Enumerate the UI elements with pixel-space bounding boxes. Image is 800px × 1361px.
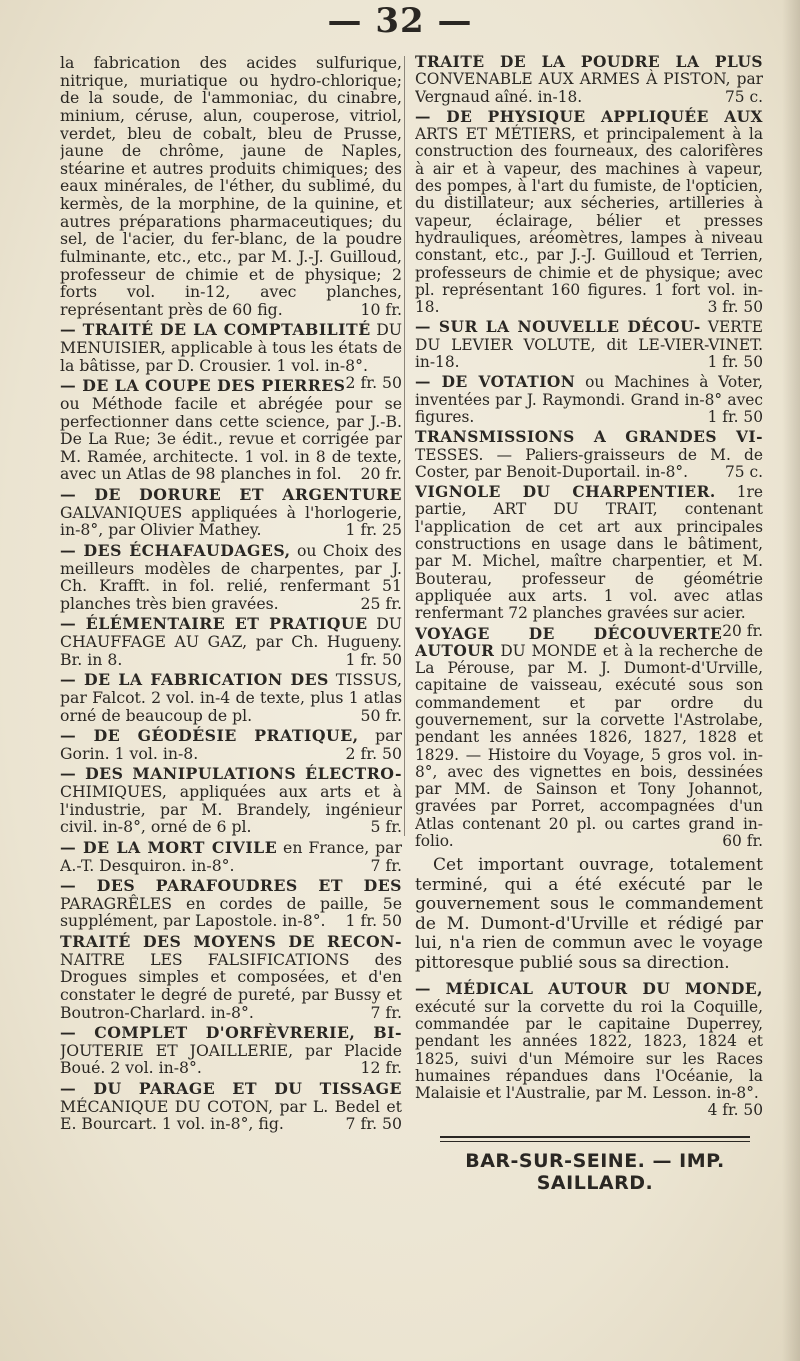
catalog-entry bbox=[415, 54, 763, 106]
entry-title: — TRAITÉ DE LA COMPTABILITÉ bbox=[60, 320, 371, 340]
entry-text: DU CHAUFFAGE AU GAZ, par Ch. Hugueny. Br. in 8. bbox=[60, 614, 402, 669]
entry-text: CONVENABLE AUX ARMES À PISTON, par Vergnaud aîné. in-18. bbox=[415, 70, 763, 106]
entry-price: 2 fr. 50 bbox=[345, 373, 402, 393]
catalog-entry bbox=[60, 54, 402, 318]
entry-price: 25 fr. bbox=[360, 593, 402, 613]
entry-price: 1 fr. 50 bbox=[707, 407, 763, 426]
entry-title: TRAITÉ DES MOYENS DE RECON- bbox=[60, 932, 402, 951]
catalog-entry bbox=[60, 727, 402, 762]
entry-price: 2 fr. 50 bbox=[345, 743, 402, 763]
entry-text: ou Choix des meilleurs modèles de charpentes, par J. Ch. Krafft. in fol. relié, renfermant 51 planches très bien gravées. bbox=[60, 540, 402, 613]
catalog-entry bbox=[60, 877, 402, 930]
entry-text: MÉCANIQUE DU COTON, par L. Bedel et E. Bourcart. 1 vol. in-8°, fig. bbox=[60, 1096, 402, 1134]
entry-price: 1 fr. 50 bbox=[345, 649, 402, 669]
catalog-entry bbox=[60, 1080, 402, 1133]
entry-title: — DE GÉODÉSIE PRATIQUE, bbox=[60, 726, 359, 746]
catalog-entry bbox=[60, 486, 402, 539]
entry-text: la fabrication des acides sulfurique, nitrique, muriatique ou hydro-chlorique; de la soude, de l'ammoniac, du cinabre, minium, céruse, alun, couperose, vitriol, verdet, bleu de cobalt, bleu de Prusse, jaune de chrôme, jaune de Naples, stéarine et autres produits chimiques; des eaux minérales, de l'éther, du sublimé, du kermès, de la morphine, de la quinine, et autres préparations pharmaceutiques; du sel, de l'acier, du fer-blanc, de la poudre fulminante, etc., etc., par M. J.-J. Guilloud, professeur de chimie et de physique; 2 forts vol. in-12, avec planches, représentant près de 60 fig. bbox=[60, 54, 402, 319]
catalog-entry bbox=[415, 483, 763, 640]
entry-price: 50 fr. bbox=[360, 705, 402, 725]
entry-text: CHIMIQUES, appliquées aux arts et à l'industrie, par M. Brandely, ingénieur civil. in-8°, orné de 6 pl. bbox=[60, 782, 402, 837]
entry-text: NAITRE LES FALSIFICATIONS des Drogues simples et composées, et d'en constater le degré de pureté, par Bussy et Boutron-Charlard. in-8°. bbox=[60, 949, 402, 1022]
entry-price: 75 c. bbox=[725, 87, 763, 106]
entry-title: — DE LA FABRICATION DES bbox=[60, 670, 329, 690]
entry-title: — ÉLÉMENTAIRE ET PRATIQUE bbox=[60, 614, 368, 634]
catalog-note: Cet important ouvrage, totalement terminé, qui a été exécuté par le gouvernement sous le commandement de M. Dumont-d'Urville et rédigé par lui, n'a rien de commun avec le voyage pittoresque publié sous sa direction. bbox=[415, 855, 763, 973]
entry-title: — DE VOTATION bbox=[415, 373, 576, 392]
entry-price: 7 fr. bbox=[370, 1002, 402, 1022]
entry-text: par Gorin. 1 vol. in-8. bbox=[60, 726, 402, 763]
entry-text: ARTS ET MÉTIERS, et principalement à la construction des fourneaux, des calorifères à air et à vapeur, des machines à vapeur, des pompes, à l'art du fumiste, de l'opticien, du distillateur; aux sécheries, artilleries à vapeur, éclairage, bélier et presses hydrauliques, aréomètres, lampes à niveau constant, etc., par J.-J. Guilloud et Terrien, professeurs de chimie et de physique; avec pl. représentant 160 figures. 1 fort vol. in-18. bbox=[415, 125, 763, 317]
entry-text: ou Machines à Voter, inventées par J. Raymondi. Grand in-8° avec figures. bbox=[415, 373, 763, 426]
entry-title: — COMPLET D'ORFÈVRERIE, BI- bbox=[60, 1023, 402, 1043]
catalog-entry bbox=[60, 1024, 402, 1077]
catalog-entry bbox=[60, 933, 402, 1021]
entry-price: 12 fr. bbox=[360, 1058, 402, 1078]
catalog-entry bbox=[60, 839, 402, 874]
entry-title: VIGNOLE DU CHARPENTIER. bbox=[415, 483, 716, 502]
entry-price: 7 fr. bbox=[370, 855, 402, 875]
entry-title: — DE PHYSIQUE APPLIQUÉE AUX bbox=[415, 107, 763, 126]
entry-price: 10 fr. bbox=[360, 299, 402, 319]
entry-title: — DE LA MORT CIVILE bbox=[60, 837, 278, 857]
entry-text: en France, par A.-T. Desquiron. in-8°. bbox=[60, 837, 402, 875]
left-column bbox=[60, 54, 402, 1136]
page-number: — 32 — bbox=[327, 1, 473, 41]
entry-title: — DES ÉCHAFAUDAGES, bbox=[60, 540, 291, 560]
entry-title: — DE DORURE ET ARGENTURE bbox=[60, 485, 402, 504]
entry-price: 75 c. bbox=[725, 462, 763, 481]
entry-price: 60 fr. bbox=[722, 832, 763, 851]
catalog-entry bbox=[415, 319, 763, 371]
entry-title: — DU PARAGE ET DU TISSAGE bbox=[60, 1079, 402, 1098]
entry-text: JOUTERIE ET JOAILLERIE, par Placide Boué. 2 vol. in-8°. bbox=[60, 1040, 402, 1078]
footer-rule bbox=[440, 1136, 750, 1142]
catalog-entry bbox=[415, 374, 763, 426]
entry-text: TESSES. — Paliers-graisseurs de M. de Coster, par Benoit-Duportail. in-8°. bbox=[415, 445, 763, 481]
catalog-entry bbox=[60, 765, 402, 836]
entry-text: PARAGRÊLES en cordes de paille, 5e supplément, par Lapostole. in-8°. bbox=[60, 893, 402, 931]
entry-title: TRAITÉ DE LA POUDRE LA PLUS bbox=[415, 54, 763, 71]
entry-title: — DES PARAFOUDRES ET DES bbox=[60, 876, 402, 896]
entry-text: exécuté sur la corvette du roi la Coquille, commandée par le capitaine Duperrey, pendant les années 1822, 1823, 1824 et 1825, suivi d'un Mémoire sur les Races humaines répandues dans l'Océanie, la Malaisie et l'Australie, par M. Lesson. in-8°. bbox=[415, 997, 763, 1103]
entry-text: TISSUS, par Falcot. 2 vol. in-4 de texte, plus 1 atlas orné de beaucoup de pl. bbox=[60, 670, 402, 725]
entry-title: — DES MANIPULATIONS ÉLECTRO- bbox=[60, 764, 402, 784]
entry-price: 1 fr. 50 bbox=[707, 353, 763, 372]
catalog-entry bbox=[415, 980, 763, 1120]
entry-price: 1 fr. 50 bbox=[345, 911, 402, 931]
entry-text: GALVANIQUES appliquées à l'horlogerie, in-8°, par Olivier Mathey. bbox=[60, 502, 402, 540]
entry-price: 7 fr. 50 bbox=[345, 1114, 402, 1134]
entry-price: 20 fr. bbox=[360, 464, 402, 484]
catalog-entry bbox=[60, 542, 402, 613]
page-edge-shadow bbox=[782, 0, 800, 1361]
column-divider bbox=[404, 56, 405, 836]
catalog-entry bbox=[415, 429, 763, 481]
entry-price: 5 fr. bbox=[370, 817, 402, 837]
right-column bbox=[415, 54, 763, 1120]
printer-imprint: BAR-SUR-SEINE. — IMP. SAILLARD. bbox=[465, 1150, 725, 1194]
entry-title: — SUR LA NOUVELLE DÉCOU- bbox=[415, 318, 701, 337]
entry-title: — DE LA COUPE DES PIERRES bbox=[60, 376, 346, 396]
entry-title: VOYAGE DE DÉCOUVERTE AUTOUR bbox=[415, 624, 723, 660]
entry-text: 1re partie, ART DU TRAIT, contenant l'application de cet art aux principales constructions en usage dans le bâtiment, par M. Michel, maître charpentier, et M. Bouterau, professeur de géométrie appliquée aux arts. 1 vol. avec atlas renfermant 72 planches gravées sur acier. bbox=[415, 483, 763, 623]
entry-title: — MÉDICAL AUTOUR DU MONDE, bbox=[415, 980, 763, 999]
entry-price: 4 fr. 50 bbox=[707, 1101, 763, 1120]
entry-text: DU MENUISIER, applicable à tous les états de la bâtisse, par D. Crousier. 1 vol. in-8°. bbox=[60, 320, 402, 375]
entry-price: 20 fr. bbox=[722, 621, 763, 640]
entry-text: DU MONDE et à la recherche de La Pérouse, par M. J. Dumont-d'Urville, capitaine de vaisseau, exécuté sous son commandement et par ordre du gouvernement, sur la corvette l'Astrolabe, pendant les années 1826, 1827, 1828 et 1829. — Histoire du Voyage, 5 gros vol. in-8°, avec des vignettes en bois, dessinées par MM. de Sainson et Tony Johannot, gravées par Porret, accompagnées d'un Atlas contenant 20 pl. ou cartes grand in-folio. bbox=[415, 641, 763, 851]
entry-text: VERTE DU LEVIER VOLUTE, dit LE-VIER-VINET. in-18. bbox=[415, 318, 763, 372]
catalog-entry bbox=[415, 626, 763, 851]
entry-text: ou Méthode facile et abrégée pour se perfectionner dans cette science, par J.-B. De La Rue; 3e édit., revue et corrigée par M. Ramée, architecte. 1 vol. in 8 de texte, avec un Atlas de 98 planches in fol. bbox=[60, 393, 402, 484]
catalog-entry bbox=[60, 615, 402, 668]
entry-title: TRANSMISSIONS A GRANDES VI- bbox=[415, 428, 763, 447]
catalog-entry bbox=[60, 671, 402, 724]
catalog-entry bbox=[415, 109, 763, 317]
entry-price: 1 fr. 25 bbox=[345, 520, 402, 540]
catalog-entry bbox=[60, 377, 402, 483]
entry-price: 3 fr. 50 bbox=[707, 298, 763, 317]
